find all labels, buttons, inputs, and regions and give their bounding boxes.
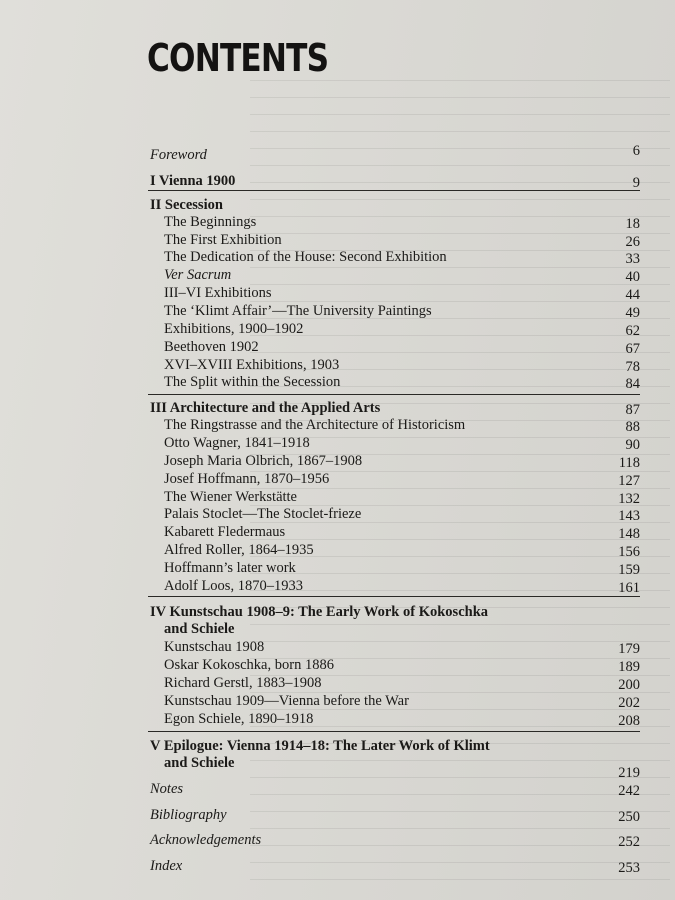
toc-entry [0, 656, 675, 676]
toc-entry-title: Foreword [150, 147, 207, 163]
section-divider [148, 394, 640, 395]
toc-entry-page-number: 44 [625, 287, 640, 303]
toc-entry [0, 470, 675, 490]
toc-entry-title: Ver Sacrum [164, 267, 232, 283]
toc-entry-title: I Vienna 1900 [150, 173, 236, 189]
toc-entry-title: Bibliography [150, 807, 227, 823]
toc-entry-page-number: 161 [618, 580, 640, 596]
toc-entry-page-number: 250 [618, 809, 640, 825]
toc-entry [0, 172, 675, 192]
toc-entry-title: Acknowledgements [150, 832, 262, 848]
toc-entry [0, 857, 675, 877]
toc-entry [0, 831, 675, 851]
toc-entry [0, 638, 675, 658]
page-title: CONTENTS [147, 36, 329, 80]
toc-entry-page-number: 252 [618, 834, 640, 850]
toc-entry-title: III Architecture and the Applied Arts [150, 400, 381, 416]
toc-entry-page-number: 9 [632, 175, 640, 191]
toc-entry [0, 320, 675, 340]
toc-entry-title: Palais Stoclet—The Stoclet-frieze [164, 506, 362, 522]
toc-entry-title: II Secession [150, 197, 223, 213]
toc-entry-title: V Epilogue: Vienna 1914–18: The Later Work of Klimt [150, 738, 490, 754]
toc-entry-page-number: 202 [618, 695, 640, 711]
toc-entry [0, 541, 675, 561]
toc-entry-title: Otto Wagner, 1841–1918 [164, 435, 310, 451]
toc-entry-title: Exhibitions, 1900–1902 [164, 321, 304, 337]
toc-entry [0, 523, 675, 543]
toc-entry-page-number: 33 [625, 251, 640, 267]
toc-entry-title: Beethoven 1902 [164, 339, 259, 355]
toc-entry-page-number: 159 [618, 562, 640, 578]
toc-entry [0, 620, 675, 640]
toc-entry-page-number: 49 [625, 305, 640, 321]
toc-entry-page-number: 87 [625, 402, 640, 418]
toc-entry [0, 248, 675, 268]
toc-entry-page-number: 118 [618, 455, 640, 471]
toc-entry [0, 559, 675, 579]
toc-entry-title: and Schiele [164, 621, 235, 637]
toc-entry-title: The Wiener Werkstätte [164, 489, 297, 505]
section-divider [148, 190, 640, 191]
toc-entry [0, 674, 675, 694]
toc-entry-page-number: 148 [618, 526, 640, 542]
toc-entry-page-number: 132 [618, 491, 640, 507]
toc-entry-page-number: 208 [618, 713, 640, 729]
toc-entry-page-number: 62 [625, 323, 640, 339]
toc-entry-title: The Beginnings [164, 214, 257, 230]
toc-entry [0, 505, 675, 525]
toc-entry [0, 434, 675, 454]
toc-entry [0, 266, 675, 286]
toc-entry-page-number: 242 [618, 783, 640, 799]
toc-entry-page-number: 189 [618, 659, 640, 675]
toc-entry [0, 754, 675, 781]
toc-entry [0, 806, 675, 826]
toc-entry [0, 373, 675, 393]
toc-entry-title: XVI–XVIII Exhibitions, 1903 [164, 357, 340, 373]
toc-entry-title: The Ringstrasse and the Architecture of Historicism [164, 417, 466, 433]
toc-entry-title: and Schiele [164, 755, 235, 771]
toc-entry-page-number: 143 [618, 508, 640, 524]
toc-entry-title: The ‘Klimt Affair’—The University Paintings [164, 303, 432, 319]
toc-entry-title: The First Exhibition [164, 232, 282, 248]
toc-entry [0, 780, 675, 800]
toc-entry [0, 143, 675, 166]
toc-entry-page-number: 18 [625, 216, 640, 232]
toc-entry-page-number: 67 [625, 341, 640, 357]
toc-entry [0, 692, 675, 712]
toc-entry-title: III–VI Exhibitions [164, 285, 272, 301]
toc-entry-title: Index [150, 858, 183, 874]
toc-entry-page-number: 90 [625, 437, 640, 453]
toc-entry-page-number: 127 [618, 473, 640, 489]
toc-entry [0, 577, 675, 597]
toc-entry-page-number: 200 [618, 677, 640, 693]
toc-entry-title: Joseph Maria Olbrich, 1867–1908 [164, 453, 363, 469]
toc-entry-title: Richard Gerstl, 1883–1908 [164, 675, 322, 691]
toc-entry-title: Notes [150, 781, 184, 797]
toc-entry [0, 284, 675, 304]
toc-entry-page-number: 219 [618, 765, 640, 781]
toc-entry-title: Oskar Kokoschka, born 1886 [164, 657, 334, 673]
toc-entry-title: The Split within the Secession [164, 374, 341, 390]
toc-entry-title: Kunstschau 1908 [164, 639, 265, 655]
toc-entry-page-number: 6 [632, 143, 640, 159]
toc-entry-title: Adolf Loos, 1870–1933 [164, 578, 303, 594]
toc-entry-title: IV Kunstschau 1908–9: The Early Work of Kokoschka [150, 604, 489, 620]
toc-entry-title: The Dedication of the House: Second Exhibition [164, 249, 447, 265]
toc-entry [0, 338, 675, 358]
toc-entry [0, 452, 675, 472]
toc-entry-title: Josef Hoffmann, 1870–1956 [164, 471, 330, 487]
toc-entry-title: Hoffmann’s later work [164, 560, 296, 576]
toc-entry [0, 213, 675, 233]
toc-entry-page-number: 40 [625, 269, 640, 285]
toc-entry [0, 416, 675, 436]
toc-entry [0, 710, 675, 730]
toc-entry-title: Egon Schiele, 1890–1918 [164, 711, 314, 727]
toc-entry-page-number: 26 [625, 234, 640, 250]
toc-entry-page-number: 253 [618, 860, 640, 876]
toc-entry-page-number: 78 [625, 359, 640, 375]
toc-entry-page-number: 84 [625, 376, 640, 392]
toc-entry-page-number: 156 [618, 544, 640, 560]
toc-entry-page-number: 179 [618, 641, 640, 657]
toc-entry-title: Alfred Roller, 1864–1935 [164, 542, 314, 558]
section-divider [148, 596, 640, 597]
toc-entry-title: Kunstschau 1909—Vienna before the War [164, 693, 409, 709]
section-divider [148, 731, 640, 732]
toc-entry-title: Kabarett Fledermaus [164, 524, 286, 540]
toc-entry-page-number: 88 [625, 419, 640, 435]
toc-entry [0, 302, 675, 322]
